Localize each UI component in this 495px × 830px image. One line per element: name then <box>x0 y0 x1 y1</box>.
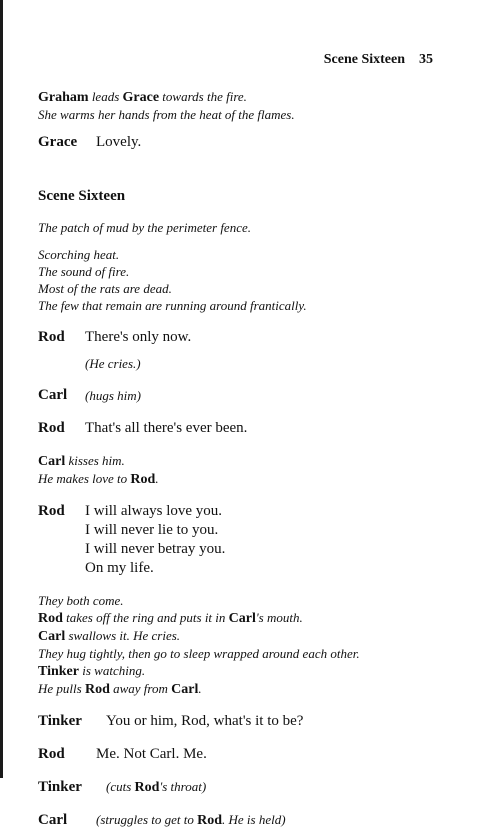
dialogue-text: Lovely. <box>96 134 142 150</box>
character-name: Carl <box>38 387 68 403</box>
sd-line: The few that remain are running around frantically. <box>38 298 307 313</box>
character-name: Carl <box>38 454 66 469</box>
sd-text: takes off the ring and puts it in <box>62 610 229 625</box>
sd-text: kisses him. <box>65 453 125 468</box>
sd-line: Scorching heat. <box>38 247 120 262</box>
character-name: Rod <box>130 472 156 487</box>
stage-direction: The patch of mud by the perimeter fence. <box>38 220 251 235</box>
page-edge <box>0 0 3 778</box>
character-name: Tinker <box>38 779 82 795</box>
page-number: 35 <box>419 52 433 67</box>
dialogue-text: That's all there's ever been. <box>85 420 248 436</box>
character-name: Rod <box>38 420 65 436</box>
stage-direction-group <box>38 592 458 698</box>
character-name: Rod <box>38 611 63 626</box>
sd-text: (cuts <box>106 779 135 794</box>
dialogue <box>38 386 458 405</box>
character-name: Rod <box>38 746 65 762</box>
character-name: Grace <box>38 134 78 150</box>
stage-direction: (He cries.) <box>85 356 141 371</box>
dialogue-text: I will always love you. <box>85 503 223 519</box>
running-header <box>324 52 433 68</box>
sd-line: They hug tightly, then go to sleep wrapped around each other. <box>38 646 360 661</box>
sd-text: He makes love to <box>38 471 131 486</box>
stage-direction <box>38 88 458 106</box>
sd-line: Most of the rats are dead. <box>38 281 172 296</box>
sd-text: . <box>155 471 159 486</box>
dialogue <box>38 133 458 152</box>
stage-direction <box>38 470 458 488</box>
sd-line <box>38 662 458 680</box>
dialogue-text: I will never lie to you. <box>85 522 219 538</box>
character-name: Grace <box>122 90 160 105</box>
character-name: Tinker <box>38 713 82 729</box>
dialogue <box>38 745 458 764</box>
sd-text: towards the fire. <box>159 89 247 104</box>
sd-text: 's mouth. <box>255 610 303 625</box>
sd-text: leads <box>88 89 123 104</box>
dialogue-text: You or him, Rod, what's it to be? <box>106 713 304 729</box>
sd-line: They both come. <box>38 593 124 608</box>
stage-direction: She warms her hands from the heat of the flames. <box>38 107 295 122</box>
sd-line <box>38 627 458 645</box>
dialogue-text: There's only now. <box>85 329 192 345</box>
sd-line: The sound of fire. <box>38 264 130 279</box>
sd-line <box>38 680 458 698</box>
sd-text: . He is held) <box>222 812 286 827</box>
scene-heading: Scene Sixteen <box>38 188 126 204</box>
dialogue <box>38 712 458 731</box>
sd-text: 's throat) <box>159 779 207 794</box>
dialogue <box>38 502 458 578</box>
stage-direction <box>38 452 458 470</box>
header-scene: Scene Sixteen <box>323 52 405 67</box>
character-name: Carl <box>38 812 68 828</box>
dialogue <box>38 328 458 347</box>
sd-text: is watching. <box>78 663 146 678</box>
dialogue-text: Me. Not Carl. Me. <box>96 746 207 762</box>
character-name: Rod <box>197 813 223 828</box>
character-name: Rod <box>38 329 65 345</box>
character-name: Rod <box>38 503 65 519</box>
dialogue-lines <box>85 502 225 578</box>
sd-text: . <box>198 681 202 696</box>
page-body <box>38 88 458 830</box>
character-name: Rod <box>134 780 160 795</box>
character-name: Carl <box>171 682 199 697</box>
sd-line <box>38 609 458 627</box>
character-name: Carl <box>228 611 256 626</box>
character-name: Carl <box>38 629 66 644</box>
sd-text: (struggles to get to <box>96 812 198 827</box>
sd-text: He pulls <box>38 681 85 696</box>
dialogue <box>38 811 458 830</box>
sd-text: swallows it. He cries. <box>65 628 181 643</box>
dialogue <box>38 778 458 797</box>
dialogue <box>38 419 458 438</box>
character-name: Graham <box>38 90 89 105</box>
dialogue-text: I will never betray you. <box>85 541 226 557</box>
sd-text: away from <box>109 681 172 696</box>
dialogue-stage-direction: (hugs him) <box>85 388 141 403</box>
character-name: Rod <box>84 682 110 697</box>
dialogue-text: On my life. <box>85 560 154 576</box>
stage-direction-group <box>38 246 458 314</box>
character-name: Tinker <box>38 664 79 679</box>
